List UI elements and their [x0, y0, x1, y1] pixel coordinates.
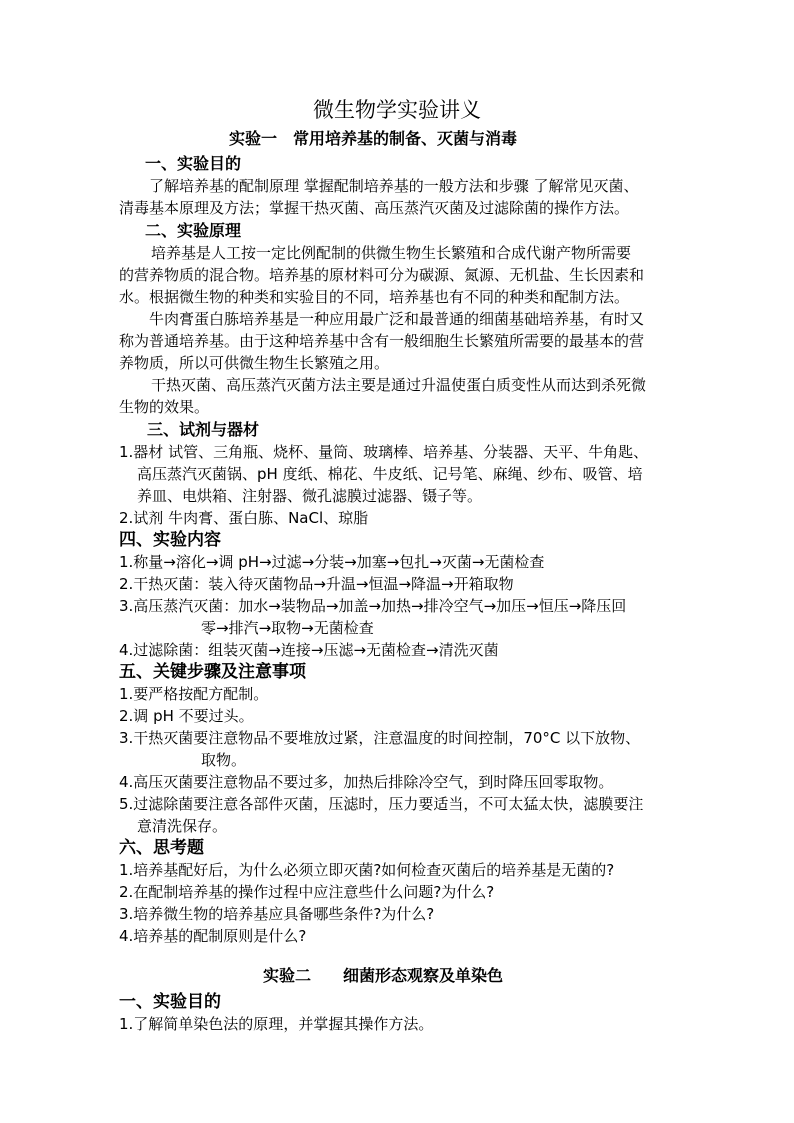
list-line: 3.培养微生物的培养基应具备哪些条件?为什么? — [119, 905, 435, 923]
list-line: 1.培养基配好后，为什么必须立即灭菌?如何检查灭菌后的培养基是无菌的? — [119, 861, 615, 879]
paragraph-line: 水。根据微生物的种类和实验目的不同，培养基也有不同的种类和配制方法。 — [119, 288, 630, 306]
section-6-heading: 六、思考题 — [119, 838, 204, 858]
list-line: 2.调 pH 不要过头。 — [119, 707, 254, 725]
paragraph-line: 的营养物质的混合物。培养基的原材料可分为碳源、氮源、无机盐、生长因素和 — [119, 266, 645, 284]
list-line: 1.要严格按配方配制。 — [119, 685, 269, 703]
list-line: 意清洗保存。 — [137, 817, 228, 835]
paragraph-line: 了解培养基的配制原理 掌握配制培养基的一般方法和步骤 了解常见灭菌、 — [149, 177, 639, 195]
list-line: 3.干热灭菌要注意物品不要堆放过紧，注意温度的时间控制，70°C 以下放物、 — [119, 729, 641, 747]
list-line: 4.过滤除菌：组装灭菌→连接→压滤→无菌检查→清洗灭菌 — [119, 641, 499, 659]
paragraph-line: 牛肉膏蛋白胨培养基是一种应用最广泛和最普通的细菌基础培养基，有时又 — [149, 310, 645, 328]
list-line: 1.了解简单染色法的原理，并掌握其操作方法。 — [119, 1015, 434, 1033]
paragraph-line: 培养基是人工按一定比例配制的供微生物生长繁殖和合成代谢产物所需要 — [151, 244, 632, 262]
experiment-1-heading: 实验一 常用培养基的制备、灭菌与消毒 — [229, 129, 518, 148]
section-2-heading: 二、实验原理 — [145, 221, 242, 240]
list-line: 1.称量→溶化→调 pH→过滤→分装→加塞→包扎→灭菌→无菌检查 — [119, 553, 545, 571]
paragraph-line: 养物质，所以可供微生物生长繁殖之用。 — [119, 354, 390, 372]
paragraph-line: 清毒基本原理及方法；掌握干热灭菌、高压蒸汽灭菌及过滤除菌的操作方法。 — [119, 199, 630, 217]
list-line: 零→排汽→取物→无菌检查 — [201, 619, 374, 637]
list-line: 5.过滤除菌要注意各部件灭菌，压滤时，压力要适当，不可太猛太快，滤膜要注 — [119, 795, 644, 813]
list-line: 4.培养基的配制原则是什么? — [119, 927, 307, 945]
experiment-2-heading: 实验二 细菌形态观察及单染色 — [263, 966, 504, 985]
list-line: 2.在配制培养基的操作过程中应注意些什么问题?为什么? — [119, 883, 495, 901]
list-line: 2.干热灭菌：装入待灭菌物品→升温→恒温→降温→开箱取物 — [119, 575, 514, 593]
paragraph-line: 称为普通培养基。由于这种培养基中含有一般细胞生长繁殖所需要的最基本的营 — [119, 332, 645, 350]
list-line: 1.器材 试管、三角瓶、烧杯、量筒、玻璃棒、培养基、分装器、天平、牛角匙、 — [119, 443, 649, 461]
document-title: 微生物学实验讲义 — [313, 98, 481, 122]
section-3-heading: 三、试剂与器材 — [147, 420, 260, 439]
list-line: 2.试剂 牛肉膏、蛋白胨、NaCl、琼脂 — [119, 509, 369, 527]
list-line: 取物。 — [201, 751, 247, 769]
section-4-heading: 四、实验内容 — [119, 530, 221, 550]
section-5-heading: 五、关键步骤及注意事项 — [119, 662, 306, 682]
experiment-2-section-1-heading: 一、实验目的 — [119, 992, 221, 1012]
list-line: 4.高压灭菌要注意物品不要过多，加热后排除冷空气，到时降压回零取物。 — [119, 773, 614, 791]
paragraph-line: 干热灭菌、高压蒸汽灭菌方法主要是通过升温使蛋白质变性从而达到杀死微 — [151, 376, 647, 394]
list-line: 养皿、电烘箱、注射器、微孔滤膜过滤器、镊子等。 — [137, 487, 483, 505]
paragraph-line: 生物的效果。 — [119, 398, 210, 416]
list-line: 高压蒸汽灭菌锅、pH 度纸、棉花、牛皮纸、记号笔、麻绳、纱布、吸管、培 — [137, 465, 643, 483]
list-line: 3.高压蒸汽灭菌：加水→装物品→加盖→加热→排冷空气→加压→恒压→降压回 — [119, 597, 627, 615]
section-1-heading: 一、实验目的 — [145, 154, 242, 173]
